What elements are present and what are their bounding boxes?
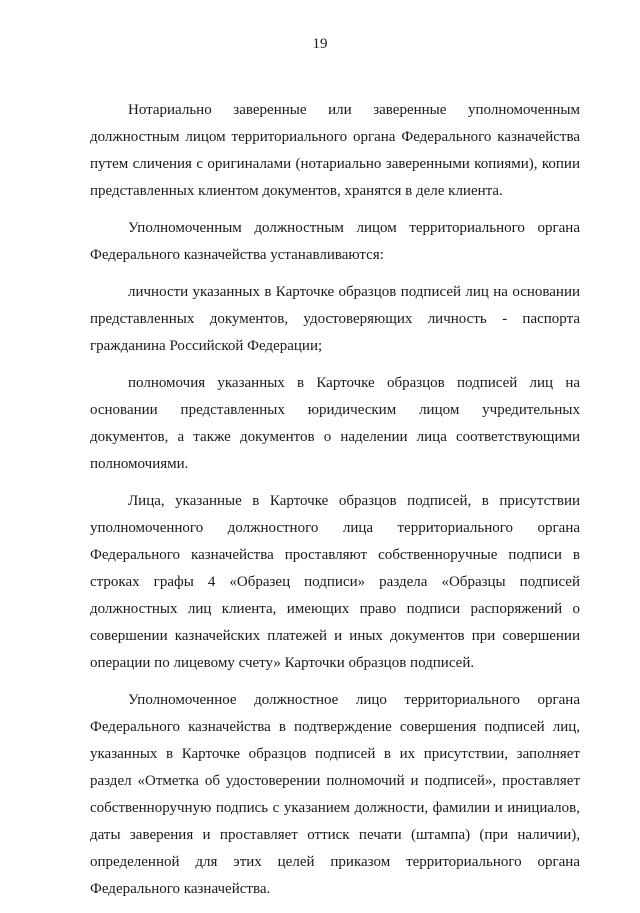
page-number: 19	[312, 36, 328, 52]
paragraph-certification-mark: Уполномоченное должностное лицо территориального органа Федерального казначейства в подтверждение совершения подписей лиц, указанных в Карточке образцов подписей в их присутствии, заполняет раздел «Отметка об удостоверении полномочий и подписей», проставляет собственноручную подпись с указанием должности, фамилии и инициалов, даты заверения и проставляет оттиск печати (штампа) (при наличии), определенной для этих целей приказом территориального органа Федерального казначейства.	[90, 692, 580, 897]
paragraph-certified-copies: Нотариально заверенные или заверенные уполномоченным должностным лицом территориального органа Федерального казначейства путем сличения с оригиналами (нотариально заверенными копиями), копии представленных клиентом документов, хранятся в деле клиента.	[90, 102, 580, 199]
document-body	[90, 97, 580, 913]
paragraph-signatures: Лица, указанные в Карточке образцов подписей, в присутствии уполномоченного должностного лица территориального органа Федерального казначейства проставляют собственноручные подписи в строках графы 4 «Образец подписи» раздела «Образцы подписей должностных лиц клиента, имеющих право подписи распоряжений о совершении казначейских платежей и иных документов при совершении операции по лицевому счету» Карточки образцов подписей.	[90, 493, 580, 671]
paragraph-authorities: полномочия указанных в Карточке образцов подписей лиц на основании представленных юридическим лицом учредительных документов, а также документов о наделении лица соответствующими полномочиями.	[90, 375, 580, 472]
paragraph-identities: личности указанных в Карточке образцов подписей лиц на основании представленных документов, удостоверяющих личность - паспорта гражданина Российской Федерации;	[90, 284, 580, 354]
paragraph-official-establishes: Уполномоченным должностным лицом территориального органа Федерального казначейства устанавливаются:	[90, 220, 580, 263]
